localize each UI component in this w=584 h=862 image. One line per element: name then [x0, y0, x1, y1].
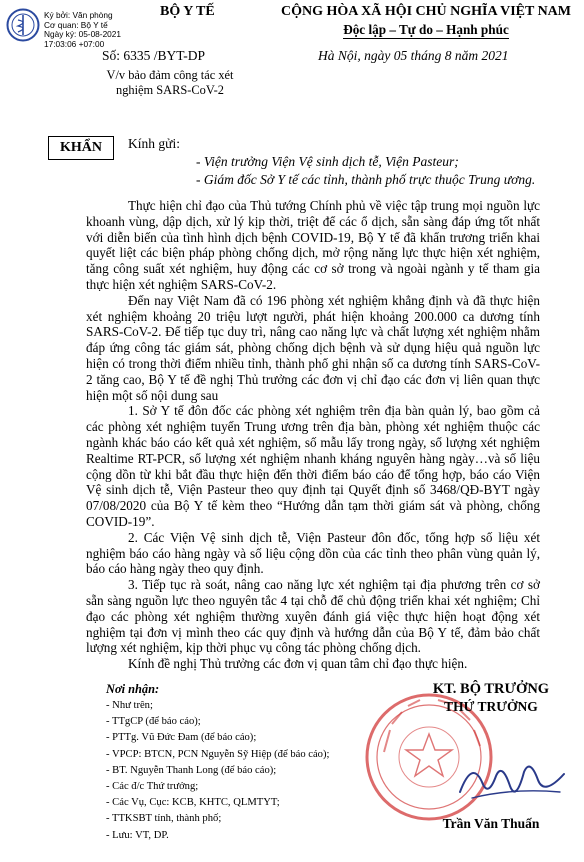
list-item: - VPCP: BTCN, PCN Nguyễn Sỹ Hiệp (để báo cáo); — [106, 748, 330, 760]
body-paragraph: Kính đề nghị Thủ trưởng các đơn vị quan tâm chỉ đạo thực hiện. — [128, 656, 468, 672]
recipients-label: Kính gửi: — [128, 136, 180, 151]
list-item: - BT. Nguyễn Thanh Long (để báo cáo); — [106, 764, 277, 776]
document-subject — [70, 68, 270, 98]
list-item: - Như trên; — [106, 700, 153, 711]
place-date: Hà Nội, ngày 05 tháng 8 năm 2021 — [318, 48, 509, 63]
list-item: - TTgCP (để báo cáo); — [106, 716, 201, 728]
subject-line-2: nghiệm SARS-CoV-2 — [116, 83, 224, 97]
signature-signer: Ký bởi: Văn phòng — [44, 10, 113, 20]
subject-line-1: V/v bảo đảm công tác xét — [106, 68, 234, 82]
recipients-list — [106, 698, 329, 844]
body-paragraph: 1. Sở Y tế đôn đốc các phòng xét nghiệm trên địa bàn quản lý, bao gồm cả các phòng xét nghiệm tuyến Trung ương trên địa bàn, phòng xét nghiệm thuộc các ngành khác báo cáo kết quả xét nghiệm, số mẫu lấy trong ngày, số lượng xét nghiệm Realtime RT-PCR, số lượng xét nghiệm nhanh kháng nguyên hàng ngày…và số liệu cộng dồn từ khi bắt đầu thực hiện đến thời điểm báo cáo để tổng hợp, báo cáo Viện Vệ sinh dịch tễ, Viện Pasteur theo quy định tại Quyết định số 3468/QĐ-BYT ngày 07/08/2020 của Bộ Y tế kèm theo “Hướng dẫn tạm thời giám sát và phòng, chống COVID-19”. — [86, 403, 540, 529]
list-item: - Lưu: VT, DP. — [106, 829, 169, 841]
urgency-badge: KHẨN — [48, 136, 114, 160]
motto-text: Độc lập – Tự do – Hạnh phúc — [343, 22, 509, 37]
body-paragraph: 2. Các Viện Vệ sinh dịch tễ, Viện Pasteur đôn đốc, tổng hợp số liệu xét nghiệm báo cáo hàng ngày và số liệu cộng dồn của các tỉnh theo phân vùng quản lý, báo cáo hàng ngày theo quy định. — [86, 529, 540, 577]
handwritten-signature-icon — [452, 752, 572, 812]
list-item: - TTKSBT tỉnh, thành phố; — [106, 813, 222, 825]
recipients-list-label: Nơi nhận: — [106, 682, 160, 696]
document-body — [86, 198, 540, 672]
list-item: - Các Vụ, Cục: KCB, KHTC, QLMTYT; — [106, 797, 280, 809]
list-item: - PTTg. Vũ Đức Đam (để báo cáo); — [106, 732, 257, 744]
list-item: - Các đ/c Thứ trưởng; — [106, 781, 199, 793]
signature-agency: Cơ quan: Bộ Y tế — [44, 19, 108, 30]
signature-time: 17:03:06 +07:00 — [44, 38, 105, 49]
recipient-item: - Viện trưởng Viện Vệ sinh dịch tễ, Viện Pasteur; — [196, 154, 459, 169]
signature-on-behalf: KT. BỘ TRƯỞNG — [432, 681, 550, 697]
body-paragraph: 3. Tiếp tục rà soát, nâng cao năng lực xét nghiệm tại địa phương trên cơ sở sẵn sàng nguồn lực theo nguyên tắc 4 tại chỗ để chủ động triển khai xét nghiệm; Chỉ đạo các phòng xét nghiệm thường xuyên đánh giá việc thực hiện hoạt động xét nghiệm tại đơn vị mình theo các quy định và hướng dẫn của Bộ Y tế, đảm bảo chất lượng xét nghiệm, kịp thời phục vụ công tác phòng chống dịch. — [86, 577, 540, 656]
digital-signature-text — [44, 11, 121, 49]
signer-name: Trần Văn Thuấn — [442, 816, 540, 831]
national-motto — [276, 22, 576, 38]
ministry-logo-icon — [6, 8, 40, 42]
body-paragraph: Thực hiện chỉ đạo của Thủ tướng Chính phủ về việc tập trung mọi nguồn lực khoanh vùng, dập dịch, xử lý kịp thời, triệt để các ổ dịch, sẵn sàng đáp ứng tốt nhất với diễn biến của tình hình dịch bệnh COVID-19, Bộ Y tế đã khẩn trương triển khai quyết liệt các biện pháp phòng chống dịch, mở rộng năng lực thực hiện xét nghiệm, tăng công suất xét nghiệm, huy động các cơ sở trong và ngoài ngành y tế tham gia thực hiện xét nghiệm SARS-CoV-2. — [86, 198, 540, 292]
national-title: CỘNG HÒA XÃ HỘI CHỦ NGHĨA VIỆT NAM — [280, 4, 571, 19]
signature-title: THỨ TRƯỞNG — [444, 699, 538, 714]
ministry-name: BỘ Y TẾ — [160, 4, 215, 19]
recipient-item: - Giám đốc Sở Y tế các tỉnh, thành phố trực thuộc Trung ương. — [196, 172, 536, 187]
signature-date: Ngày ký: 05-08-2021 — [44, 29, 122, 40]
body-paragraph: Đến nay Việt Nam đã có 196 phòng xét nghiệm khẳng định và đã thực hiện xét nghiệm khoảng 20 triệu lượt người, phát hiện khoảng 200.000 ca dương tính SARS-CoV-2. Để tiếp tục duy trì, nâng cao năng lực và chất lượng xét nghiệm nhằm đáp ứng công tác giám sát, phòng chống dịch bệnh và sử dụng hiệu quả nguồn lực hiện có trong thời điểm nhiều tỉnh, thành phố ghi nhận số ca dương tính SARS-CoV-2 tăng cao, Bộ Y tế đề nghị Thủ trưởng các đơn vị chỉ đạo các đơn vị liên quan thực hiện một số nội dung sau — [86, 292, 540, 403]
document-number: Số: 6335 /BYT-DP — [102, 48, 206, 63]
